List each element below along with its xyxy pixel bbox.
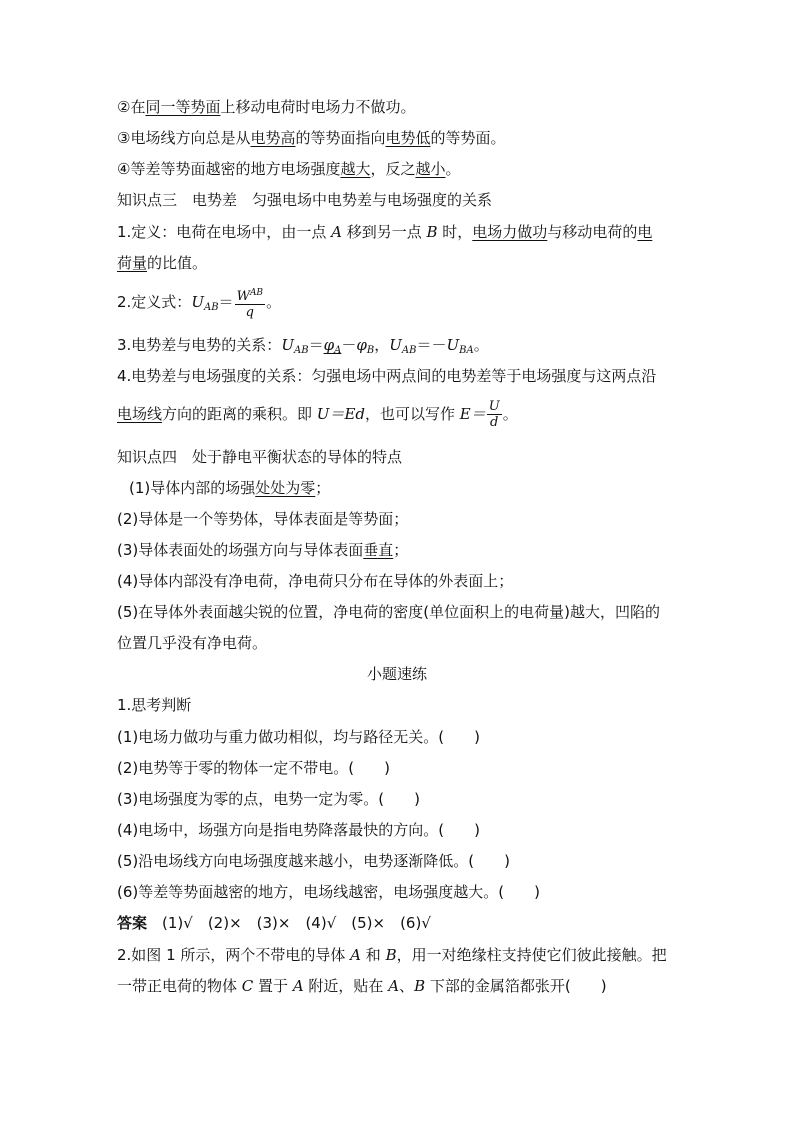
text-line (129, 478, 330, 498)
text: 2.如图 1 所示，两个不带电的导体 (117, 946, 351, 964)
text-line (117, 253, 207, 273)
var: U (389, 336, 402, 354)
text: 下部的金属箔都张开( ) (425, 977, 607, 995)
answer-label: 答案 (117, 914, 148, 932)
text: ②在 (117, 98, 146, 116)
judgment-item: (3)电场强度为零的点，电势一定为零。( ) (117, 790, 420, 808)
underlined-answer: 同一等势面 (145, 98, 221, 116)
var: A (350, 946, 362, 964)
var: B (385, 946, 397, 964)
underlined-answer: 荷量 (117, 254, 148, 272)
text: 附近，贴在 (303, 977, 389, 995)
var: φ (323, 336, 335, 354)
text: 与移动电荷的 (547, 223, 638, 241)
subscript: B (366, 345, 375, 356)
answer-text: (1)√ (2)× (3)× (4)√ (5)× (6)√ (147, 914, 431, 932)
text: 时， (437, 223, 473, 241)
text: 。 (502, 405, 518, 423)
text: 一带正电荷的物体 (117, 977, 242, 995)
text: 上移动电荷时电场力不做功。 (220, 98, 416, 116)
text-line (117, 159, 461, 179)
text: ，用一对绝缘柱支持使它们彼此接触。把 (396, 946, 667, 964)
judgment-item: (5)沿电场线方向电场强度越来越小，电势逐渐降低。( ) (117, 852, 510, 870)
formula: E＝ (459, 405, 486, 423)
superscript: AB (249, 287, 264, 298)
subscript: A (334, 345, 342, 356)
var: φ (356, 336, 367, 354)
text: 置于 (253, 977, 293, 995)
text: 、 (399, 977, 415, 995)
numerator (235, 286, 266, 305)
formula: U＝Ed (316, 405, 365, 423)
var: A (388, 977, 400, 995)
judgment-item: (6)等差等势面越密的地方，电场线越密，电场强度越大。( ) (117, 883, 540, 901)
var: U (281, 336, 294, 354)
text: 。 (473, 336, 489, 354)
var: A (292, 977, 304, 995)
text: 3.电势差与电势的关系： (117, 336, 282, 354)
text-line (117, 97, 415, 117)
underlined-answer: 电场力做功 (472, 223, 548, 241)
subscript: AB (203, 302, 219, 313)
var: B (414, 977, 426, 995)
text: ＝ (218, 293, 234, 311)
underlined-answer: 电势低 (385, 129, 431, 147)
text: 2.定义式： (117, 293, 192, 311)
section-heading-4: 知识点四 处于静电平衡状态的导体的特点 (117, 448, 403, 466)
text-line: 4.电势差与电场强度的关系：匀强电场中两点间的电势差等于电场强度与这两点沿 (117, 367, 657, 385)
text: 。 (266, 293, 282, 311)
text: ＝－ (416, 336, 447, 354)
formula-line (117, 335, 489, 361)
subscript: AB (293, 345, 309, 356)
text: 1.定义：电荷在电场中，由一点 (117, 223, 332, 241)
text-line: (5)在导体外表面越尖锐的位置，净电荷的密度(单位面积上的电荷量)越大，凹陷的 (117, 603, 660, 621)
text: ③电场线方向总是从 (117, 129, 251, 147)
formula-line (117, 284, 281, 326)
text: (1)导体内部的场强 (129, 479, 256, 497)
var: B (426, 223, 438, 241)
fraction (235, 286, 266, 320)
text-line (117, 540, 408, 560)
text-line (117, 128, 506, 148)
var: W (236, 288, 250, 304)
text: ，反之 (370, 160, 416, 178)
judgment-item: (2)电势等于零的物体一定不带电。( ) (117, 759, 390, 777)
text: － (341, 336, 357, 354)
text-line: 位置几乎没有净电荷。 (117, 634, 268, 652)
underlined-answer: 越小 (415, 160, 446, 178)
text-line: (2)导体是一个等势体，导体表面是等势面； (117, 510, 409, 528)
subscript: AB (401, 345, 417, 356)
denominator: q (245, 304, 254, 320)
underlined-answer: 电 (637, 223, 653, 241)
text: 。 (445, 160, 461, 178)
text: 的比值。 (147, 254, 208, 272)
var: A (331, 223, 342, 241)
subscript: BA (459, 345, 474, 356)
text: (3)导体表面处的场强方向与导体表面 (117, 541, 364, 559)
text: ④等差等势面越密的地方电场强度 (117, 160, 341, 178)
var: U (446, 336, 460, 354)
denominator: d (490, 415, 499, 430)
text: ，也可以写作 (365, 405, 460, 423)
underlined-answer: 垂直 (363, 541, 394, 559)
underlined-answer: 越大 (340, 160, 371, 178)
text-line (117, 222, 652, 242)
answer-line (117, 913, 431, 933)
text: 的等势面指向 (295, 129, 386, 147)
numerator: U (488, 399, 500, 414)
formula-line (117, 396, 518, 432)
fraction (487, 399, 502, 430)
text: ； (393, 541, 409, 559)
section-title: 小题速练 (366, 665, 427, 683)
var: U (191, 293, 204, 311)
text: 移到另一点 (341, 223, 427, 241)
text-line (117, 976, 607, 996)
text: 方向的距离的乘积。即 (162, 405, 317, 423)
text-line: (4)导体内部没有净电荷，净电荷只分布在导体的外表面上； (117, 572, 514, 590)
text: 的等势面。 (430, 129, 506, 147)
var: C (241, 977, 254, 995)
text: 和 (361, 946, 386, 964)
underlined-answer: 电势高 (250, 129, 296, 147)
text: ， (374, 336, 390, 354)
text: ； (315, 479, 331, 497)
judgment-item: (1)电场力做功与重力做功相似，均与路径无关。( ) (117, 728, 480, 746)
text: ＝ (308, 336, 324, 354)
text-line (117, 945, 667, 965)
section-heading-3: 知识点三 电势差 匀强电场中电势差与电场强度的关系 (117, 191, 493, 209)
judgment-item: (4)电场中，场强方向是指电势降落最快的方向。( ) (117, 821, 480, 839)
question-title: 1.思考判断 (117, 696, 192, 714)
underlined-answer: 电场线 (117, 405, 163, 423)
underlined-answer: 处处为零 (255, 479, 316, 497)
